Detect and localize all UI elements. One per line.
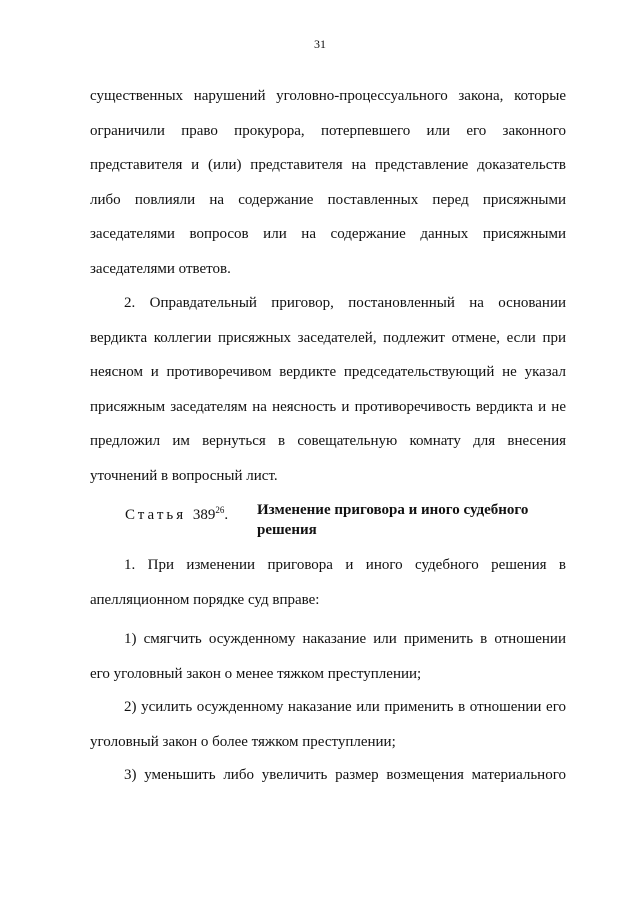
article-intro-paragraph: 1. При изменении приговора и иного судебного решения в апелляционном порядке суд вправе: [90, 557, 566, 608]
article-superscript: 26 [215, 505, 225, 515]
list-item-3: 3) уменьшить либо увеличить размер возмещения материального [124, 767, 566, 783]
article-label [125, 500, 231, 525]
continuation-paragraph: существенных нарушений уголовно-процессуального закона, которые ограничили право прокурора, потерпевшего или его законного представителя и (или) представителя на представление доказательств либо повлияли на содержание поставленных перед присяжными заседателями вопросов или на содержание данных присяжными заседателями ответов. [90, 88, 566, 277]
article-word: Статья [125, 507, 187, 523]
article-title: Изменение приговора и иного судебного решения [257, 502, 529, 538]
article-period: . [224, 507, 232, 523]
list-item-1: 1) смягчить осужденному наказание или применить в отношении его уголовный закон о менее тяжком преступлении; [90, 631, 566, 682]
article-number: 389 [192, 507, 216, 523]
paragraph-point-2: 2. Оправдательный приговор, постановленный на основании вердикта коллегии присяжных заседателей, подлежит отмене, если при неясном и противоречивом вердикте председательствующий не указал присяжным заседателям на неясность и противоречивость вердикта и не предложил им вернуться в совещательную комнату для внесения уточнений в вопросный лист. [90, 295, 566, 484]
page-number: 31 [314, 37, 326, 51]
list-item-2: 2) усилить осужденному наказание или применить в отношении его уголовный закон о более тяжком преступлении; [90, 699, 566, 750]
